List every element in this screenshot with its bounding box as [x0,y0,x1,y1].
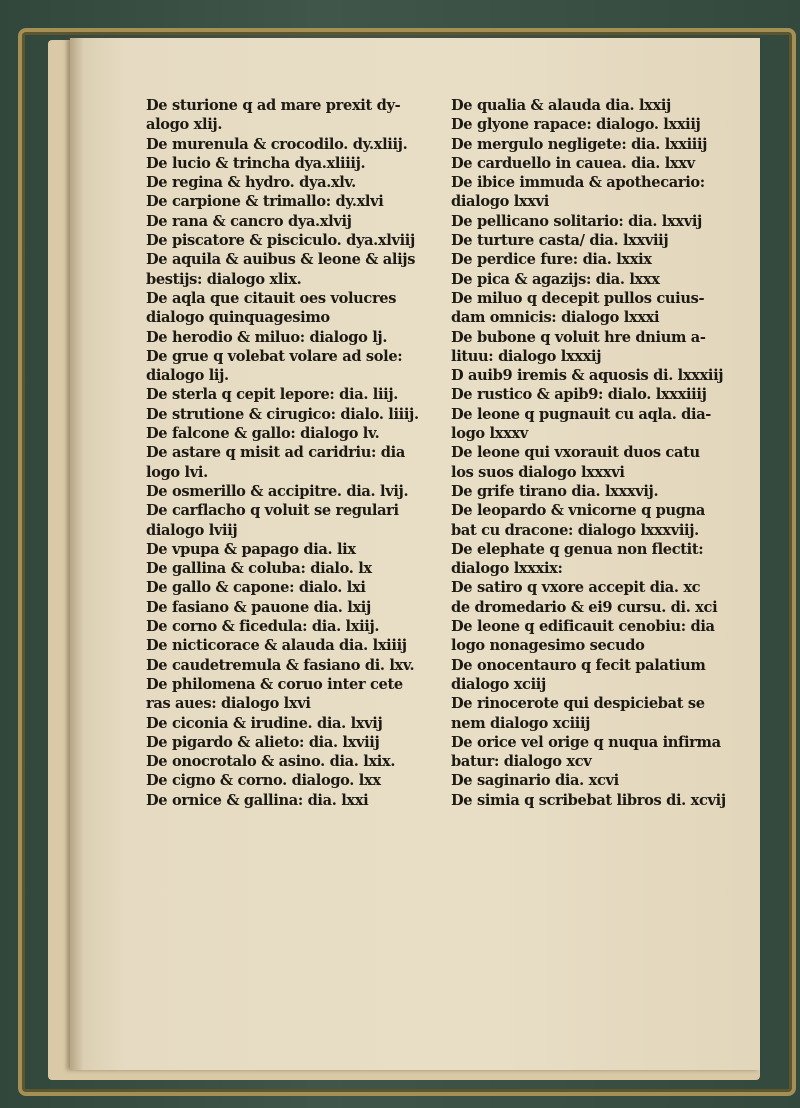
toc-entry: De pigardo & alieto: dia. lxviij [146,733,380,751]
toc-entry: dam omnicis: dialogo lxxxi [451,309,660,327]
toc-entry: De murenula & crocodilo. dy.xliij. [146,135,408,153]
toc-entry: De bubone q voluit hre dnium a- [451,328,706,346]
toc-entry: De miluo q decepit pullos cuius- [451,289,705,307]
toc-entry: De sturione q ad mare prexit dy- [146,97,401,114]
toc-entry: nem dialogo xciiij [451,714,591,732]
table-of-contents-left-column [146,96,436,810]
toc-entry: De aquila & auibus & leone & alijs [146,251,416,269]
toc-entry: De sterla q cepit lepore: dia. liij. [146,386,399,404]
toc-entry: De glyone rapace: dialogo. lxxiij [451,116,701,134]
toc-entry: De nicticorace & alauda dia. lxiiij [146,637,407,655]
toc-entry: De cigno & corno. dialogo. lxx [146,772,381,790]
toc-entry: De ibice immuda & apothecario: [451,174,705,192]
toc-entry: De turture casta/ dia. lxxviij [451,232,669,250]
toc-entry: De simia q scribebat libros di. xcvij [451,791,726,809]
toc-entry: dialogo lxxvi [451,193,549,211]
toc-entry: De vpupa & papago dia. lix [146,540,356,558]
toc-entry: De rinocerote qui despiciebat se [451,695,705,713]
toc-entry: alogo xlij. [146,116,223,134]
toc-entry: dialogo lij. [146,367,229,385]
toc-entry: De carflacho q voluit se regulari [146,502,399,520]
toc-entry: bat cu dracone: dialogo lxxxviij. [451,521,699,539]
toc-entry: De leone qui vxorauit duos catu [451,444,700,462]
toc-entry: De onocrotalo & asino. dia. lxix. [146,753,396,771]
gutter-shadow [70,38,84,1070]
toc-entry: De rustico & apib9: dialo. lxxxiiij [451,386,707,404]
toc-entry: De strutione & cirugico: dialo. liiij. [146,405,419,423]
table-of-contents-right-column [451,96,751,810]
toc-entry: De leone q pugnauit cu aqla. dia- [451,405,712,423]
toc-entry: De leopardo & vnicorne q pugna [451,502,705,520]
toc-entry: De astare q misit ad caridriu: dia [146,444,405,462]
toc-entry: De falcone & gallo: dialogo lv. [146,425,380,443]
toc-entry: De onocentauro q fecit palatium [451,656,706,674]
toc-entry: De elephate q genua non flectit: [451,540,704,558]
toc-entry: De lucio & trincha dya.xliiij. [146,154,366,172]
toc-entry: dialogo quinquagesimo [146,309,330,327]
toc-entry: lituu: dialogo lxxxij [451,347,602,365]
toc-entry: De pellicano solitario: dia. lxxvij [451,212,702,230]
toc-entry: ras aues: dialogo lxvi [146,695,311,713]
toc-entry: De qualia & alauda dia. lxxij [451,97,671,114]
toc-entry: De caudetremula & fasiano di. lxv. [146,656,415,674]
toc-entry: De orice vel orige q nuqua infirma [451,733,721,751]
toc-entry: De leone q edificauit cenobiu: dia [451,618,715,636]
toc-entry: De gallina & coluba: dialo. lx [146,560,372,578]
toc-entry: logo lxxxv [451,425,528,443]
toc-entry: De ornice & gallina: dia. lxxi [146,791,369,809]
toc-entry: De piscatore & pisciculo. dya.xlviij [146,232,415,250]
toc-entry: De pica & agazijs: dia. lxxx [451,270,660,288]
toc-entry: De herodio & miluo: dialogo lj. [146,328,388,346]
toc-entry: De fasiano & pauone dia. lxij [146,598,371,616]
toc-entry: De corno & ficedula: dia. lxiij. [146,618,380,636]
toc-entry: De mergulo negligete: dia. lxxiiij [451,135,708,153]
toc-entry: De grue q volebat volare ad sole: [146,347,403,365]
toc-entry: de dromedario & ei9 cursu. di. xci [451,598,718,616]
toc-entry: De perdice fure: dia. lxxix [451,251,652,269]
toc-entry: De satiro q vxore accepit dia. xc [451,579,701,597]
toc-entry: De saginario dia. xcvi [451,772,619,790]
toc-entry: De ciconia & irudine. dia. lxvij [146,714,383,732]
toc-entry: batur: dialogo xcv [451,753,592,771]
toc-entry: logo nonagesimo secudo [451,637,645,655]
toc-entry: De carpione & trimallo: dy.xlvi [146,193,384,211]
toc-entry: De philomena & coruo inter cete [146,675,403,693]
toc-entry: De rana & cancro dya.xlvij [146,212,352,230]
toc-entry: De gallo & capone: dialo. lxi [146,579,366,597]
toc-entry: De osmerillo & accipitre. dia. lvij. [146,482,409,500]
toc-entry: De grife tirano dia. lxxxvij. [451,482,659,500]
toc-entry: dialogo lxxxix: [451,560,563,578]
toc-entry: De aqla que citauit oes volucres [146,289,397,307]
toc-entry: De carduello in cauea. dia. lxxv [451,154,695,172]
toc-entry: bestijs: dialogo xlix. [146,270,302,288]
toc-entry: D auib9 iremis & aquosis di. lxxxiij [451,367,724,385]
toc-entry: los suos dialogo lxxxvi [451,463,625,481]
toc-entry: dialogo xciij [451,675,546,693]
toc-entry: dialogo lviij [146,521,238,539]
toc-entry: De regina & hydro. dya.xlv. [146,174,356,192]
toc-entry: logo lvi. [146,463,208,481]
